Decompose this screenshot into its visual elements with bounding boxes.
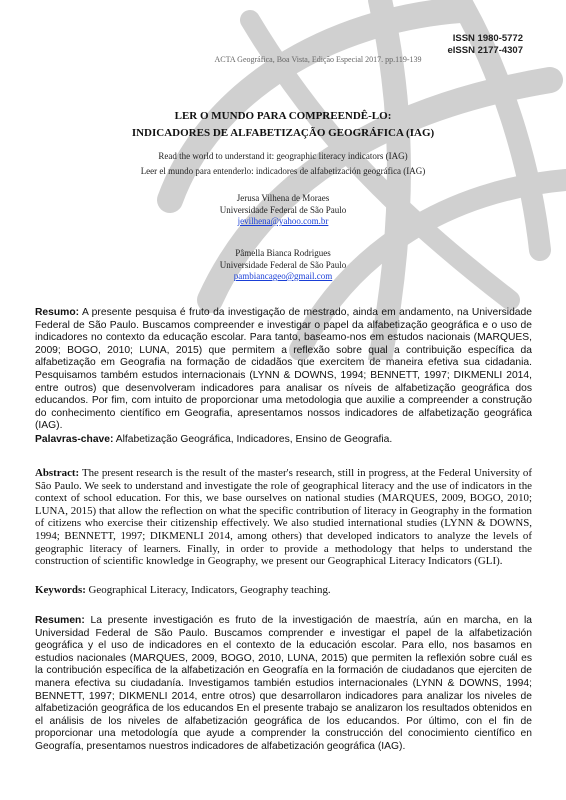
abstract-paragraph <box>35 467 532 568</box>
resumo-paragraph <box>35 307 532 433</box>
resumo-label: Resumo: <box>35 307 80 318</box>
issn-block <box>447 33 523 56</box>
resumen-text: La presente investigación es fruto de la investigación de maestría, aún en marcha, en la Universidad Federal de São Paulo. Buscamos comprender e investigar el papel de la alfabetización geográfica y el uso de indicadores en el contexto de la educación escolar. Para ello, nos basamos en estudios nacionales (MARQUES, 2009, BOGO, 2010, LUNA, 2015) que permiten la reflexión sobre cuál es la contribución específica de la alfabetización en Geografía en la formación de ciudadanos que ejerciten de manera efectiva su ciudadanía. Investigamos también estudios internacionales (LYNN & DOWNS, 1994; BENNETT, 1997; DIKMENLI 2014, entre otros) que desarrollaron indicadores para analizar los niveles de alfabetización geográfica de los educandos En el presente trabajo se analizaron los resultados obtenidos en el análisis de los niveles de alfabetización geográfica de los educandos. Por último, con el fin de proporcionar una metodología que ayude a comprender la construcción del conocimiento científico en Geografía, presentamos nuestros indicadores de alfabetización geográfica (IAG). <box>35 615 532 752</box>
abstract-keywords <box>35 584 532 596</box>
keywords-text: Geographical Literacy, Indicators, Geography teaching. <box>85 584 331 596</box>
article-title-line2: INDICADORES DE ALFABETIZAÇÃO GEOGRÁFICA (IAG) <box>131 127 435 139</box>
resumen-paragraph <box>35 615 532 754</box>
resumen-label: Resumen: <box>35 615 85 626</box>
issn-electronic: eISSN 2177-4307 <box>447 44 523 56</box>
palavras-chave-text: Alfabetização Geográfica, Indicadores, Ensino de Geografia. <box>113 434 393 445</box>
resumo-keywords <box>35 434 532 445</box>
subtitle-english: Read the world to understand it: geographic literacy indicators (IAG) <box>158 151 408 161</box>
abstract-text: The present research is the result of the master's research, still in progress, at the Federal University of São Paulo. We seek to understand and investigate the role of geographical literacy and the use of indicators in the context of school education. For this, we base ourselves on national studies (MARQUES, 2009, BOGO, 2010; LUNA, 2015) that allow the reflection on what the specific contribution of literacy in Geography in the formation of citizens who exercise their citizenship effectively. We also studied international studies (LYNN & DOWNS, 1994; BENNETT, 1997; DIKMENLI 2014, among others) that developed indicators to analyze the levels of geographic literacy of learners. Finally, in order to provide a methodology that helps to understand the construction of scientific knowledge in Geography, we present our Geographical Literacy Indicators (GLI). <box>35 467 532 568</box>
author-block <box>0 193 566 228</box>
author-name: Jerusa Vilhena de Moraes <box>236 193 330 203</box>
article-title-line1: LER O MUNDO PARA COMPREENDÊ-LO: <box>174 110 392 122</box>
palavras-chave-label: Palavras-chave: <box>35 434 114 445</box>
subtitle-spanish: Leer el mundo para entenderlo: indicadores de alfabetización geográfica (IAG) <box>140 166 426 176</box>
issn-print: ISSN 1980-5772 <box>452 33 523 44</box>
author-affiliation: Universidade Federal de São Paulo <box>219 259 347 270</box>
abstract-label: Abstract: <box>35 467 80 479</box>
author-block <box>0 248 566 283</box>
journal-citation: ACTA Geográfica, Boa Vista, Edição Especial 2017. pp.119-139 <box>214 55 422 64</box>
author-name: Pâmella Bianca Rodrigues <box>235 248 331 258</box>
author-email-link[interactable]: jevilhena@yahoo.com.br <box>237 216 329 226</box>
author-affiliation: Universidade Federal de São Paulo <box>219 204 347 215</box>
resumo-text: A presente pesquisa é fruto da investigação de mestrado, ainda em andamento, na Universidade Federal de São Paulo. Buscamos compreender e investigar o papel da alfabetização geográfica e o uso de indicadores no contexto da educação escolar. Para tanto, baseamo-nos em estudos nacionais (MARQUES, 2009; BOGO, 2010; LUNA, 2015) que permitem a reflexão sobre qual a contribuição específica da alfabetização em Geografia na formação de cidadãos que exercitem de maneira efetiva sua cidadania. Pesquisamos também estudos internacionais (LYNN & DOWNS, 1994; BENNETT, 1997; DIKMENLI 2014, entre outros) que desenvolveram indicadores para analisar os níveis de alfabetização geográfica dos educandos. Por fim, com intuito de proporcionar uma metodologia que auxilie a compreender a construção do conhecimento científico em Geografia, apresentamos nossos indicadores de alfabetização geográfica (IAG). <box>35 307 532 432</box>
author-email-link[interactable]: pambiancageo@gmail.com <box>233 271 333 281</box>
keywords-label: Keywords: <box>35 584 86 596</box>
